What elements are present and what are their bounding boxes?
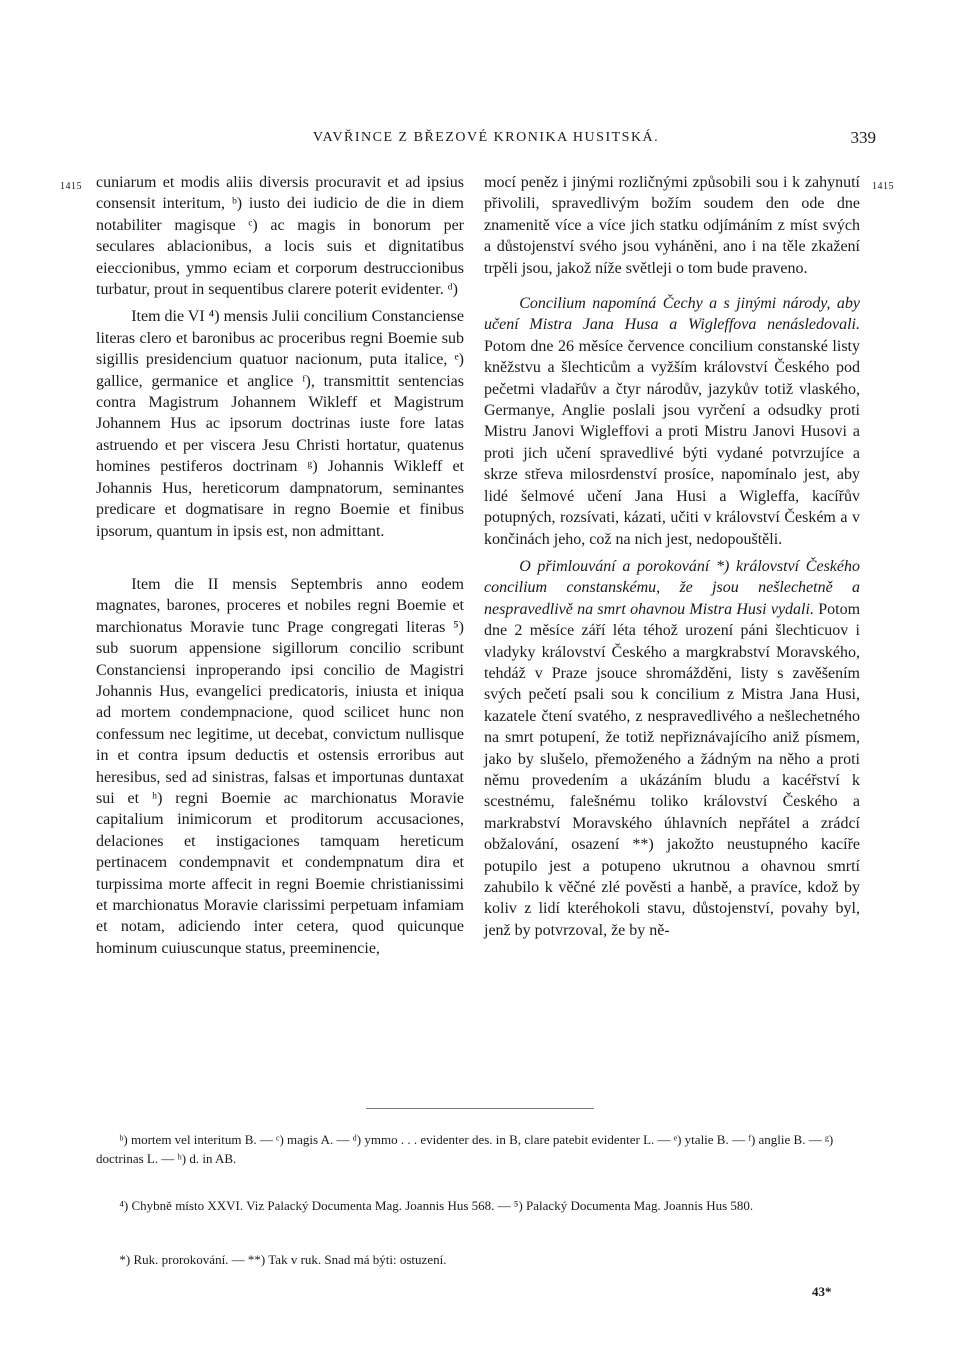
margin-year-right: 1415 — [872, 181, 894, 192]
running-header — [96, 130, 876, 156]
czech-paragraph-1: mocí peněz i jinými rozličnými způsobili sou i k zahynutí přivolili, spravedlivým božím soudem den ode dne znamenitě více a více jich statku odjímáním z míst svých a důstojenství svého jsou vyháněni, ano i na těle zkažení trpěli jsou, jakož níže světleji o tom bude praveno. — [484, 174, 860, 277]
footnote-line-3: *) Ruk. prorokování. — **) Tak v ruk. Snad má býti: ostuzení. — [119, 1252, 447, 1267]
footnote-line-1: ᵇ) mortem vel interitum B. — ᶜ) magis A. — ᵈ) ymmo . . . evidenter des. in B, clare patebit evidenter L. — ᵉ) ytalie B. — ᶠ) anglie B. — ᵍ) doctrinas L. — ʰ) d. in AB. — [96, 1132, 834, 1166]
margin-year-left: 1415 — [60, 181, 82, 192]
footnotes-variants — [96, 1130, 872, 1168]
czech-column — [484, 172, 860, 941]
footnote-divider — [366, 1108, 594, 1109]
footnote-line-2: ⁴) Chybně místo XXVI. Viz Palacký Documenta Mag. Joannis Hus 568. — ⁵) Palacký Documenta Mag. Joannis Hus 580. — [119, 1198, 754, 1213]
czech-paragraph-2-body: Potom dne 26 měsíce července concilium constanské listy kněžstvu a šlechticům a vyžším království Českého pod pečetmi vladařův a čtyr národův, jazykův totiž vlaského, Germanye, Anglie poslali jsou vyrčení a odsudky proti Mistru Janovi Wigleffovi a proti Mistru Janovi Husovi a proti jich učení spravedlivé býti vydané potvrzujíce a skrze střeva milosrdenství prosíce, napomínalo jest, aby lidé šelmové učení Jana Husi a Wigleffa, kacířův potupných, rozsívati, kázati, učiti v království Českém a v končinách jeho, což na nich jest, nedopouštěli. — [484, 337, 860, 548]
footnotes-references — [96, 1196, 872, 1215]
czech-paragraph-3-body: Potom dne 2 měsíce září léta téhož urození páni šlechticuov i vladyky království Českého a margkrabství Moravského, tehdáž v Praze jsouce shromážděni, listy s zavěšením svých pečetí psali sou k concilium z Mistra Jana Husi, kazatele čtení svatého, z nespravedlivého a nešlechetného na smrt potupení, že totiž nepřiznávajícího aniž písmem, jako by slušelo, přemoženého a žádným na něho a proti němu provedením a ukázáním bludu a kacéřství k scestnému, falešnému toliko království Českého a markrabství Moravského úhlavních nepřátel a zrádcí obžalování, osazení **) jakožto neustupného kacíře potupilo jest a potupeno ukrutnou a ohavnou smrtí zahubilo k věčné zlé pověsti a hanbě, a pravíce, kdož by koliv z lidí kteréhokoli stavu, důstojenství, povahy byl, jenž by potvrzoval, že by ně- — [484, 600, 861, 939]
latin-paragraph-1: cuniarum et modis aliis diversis procuravit et ad ipsius consensit interitum, ᵇ) iusto dei iudicio de die in diem notabiliter magisque ᶜ) ac magis in bonorum per seculares ablacionibus, a locis suis et dignitatibus eieccionibus, ymmo eciam et corporum destruccionibus turbatur, prout in sequentibus clarere poterit evidenter. ᵈ) — [96, 174, 464, 299]
signature-mark: 43* — [812, 1284, 832, 1299]
latin-column — [96, 172, 464, 959]
section-heading-primlouvani: O přimlouvání a porokování *) království Českého concilium constanskému, že jsou nešlechetně a nespravedlivě na smrt ohavnou Mistra Husi vydali. — [484, 557, 860, 618]
page-number: 339 — [850, 128, 876, 147]
latin-paragraph-2: Item die VI ⁴) mensis Julii concilium Constanciense literas clero et baronibus ac proceribus regni Boemie sub sigillis presidencium quatuor nacionum, puta italice, ᵉ) gallice, germanice et anglice ᶠ), transmittit sentencias contra Magistrum Johannem Wikleff et Magistrum Johannem Hus ac ipsorum doctrinas iuste fore latas astruendo et per viscera Jesu Christi hortatur, quatenus homines pestiferos doctrinam ᵍ) Johannis Wikleff et Johannis Hus, hereticorum dampnatorum, seminantes predicare et dogmatisare in regno Boemie et finibus ipsorum, quantum in ipsis est, non admittant. — [96, 308, 464, 540]
czech-paragraph-3 — [484, 556, 860, 941]
czech-paragraph-2 — [484, 293, 860, 550]
latin-paragraph-3: Item die II mensis Septembris anno eodem magnates, barones, proceres et nobiles regni Boemie et marchionatus Moravie tunc Prage congregati literas ⁵) sub suorum appensione sigillorum concilio scribunt Constanciensi inproperando ipsi concilio de Magistri Johannis Hus, evangelici predicatoris, iniusta et iniqua ad mortem condempnacione, quod scilicet hunc non confessum nec legitime, ut decebat, convictum nullisque in et contra ipsum deductis et ostensis erroribus aut heresibus, sed ad sinistras, falsas et importunas duntaxat sui et ʰ) regni Boemie ac marchionatus Moravie capitalium inimicorum et proditorum accusaciones, delaciones et instigaciones tamquam hereticum pertinacem condempnavit et condempnatum dira et turpissima morte affecit in regni Boemie christianissimi et marchionatus Moravie clarissimi perpetuam infamiam et notam, adiciendo inter cetera, quod quicunque hominum cuiuscunque status, preeminencie, — [96, 575, 464, 957]
section-heading-concilium: Concilium napomíná Čechy a s jinými národy, aby učení Mistra Jana Husa a Wigleffova nenásledovali. — [484, 295, 860, 334]
footnotes-translation — [96, 1250, 872, 1269]
header-title: VAVŘINCE Z BŘEZOVÉ KRONIKA HUSITSKÁ. — [312, 130, 660, 145]
